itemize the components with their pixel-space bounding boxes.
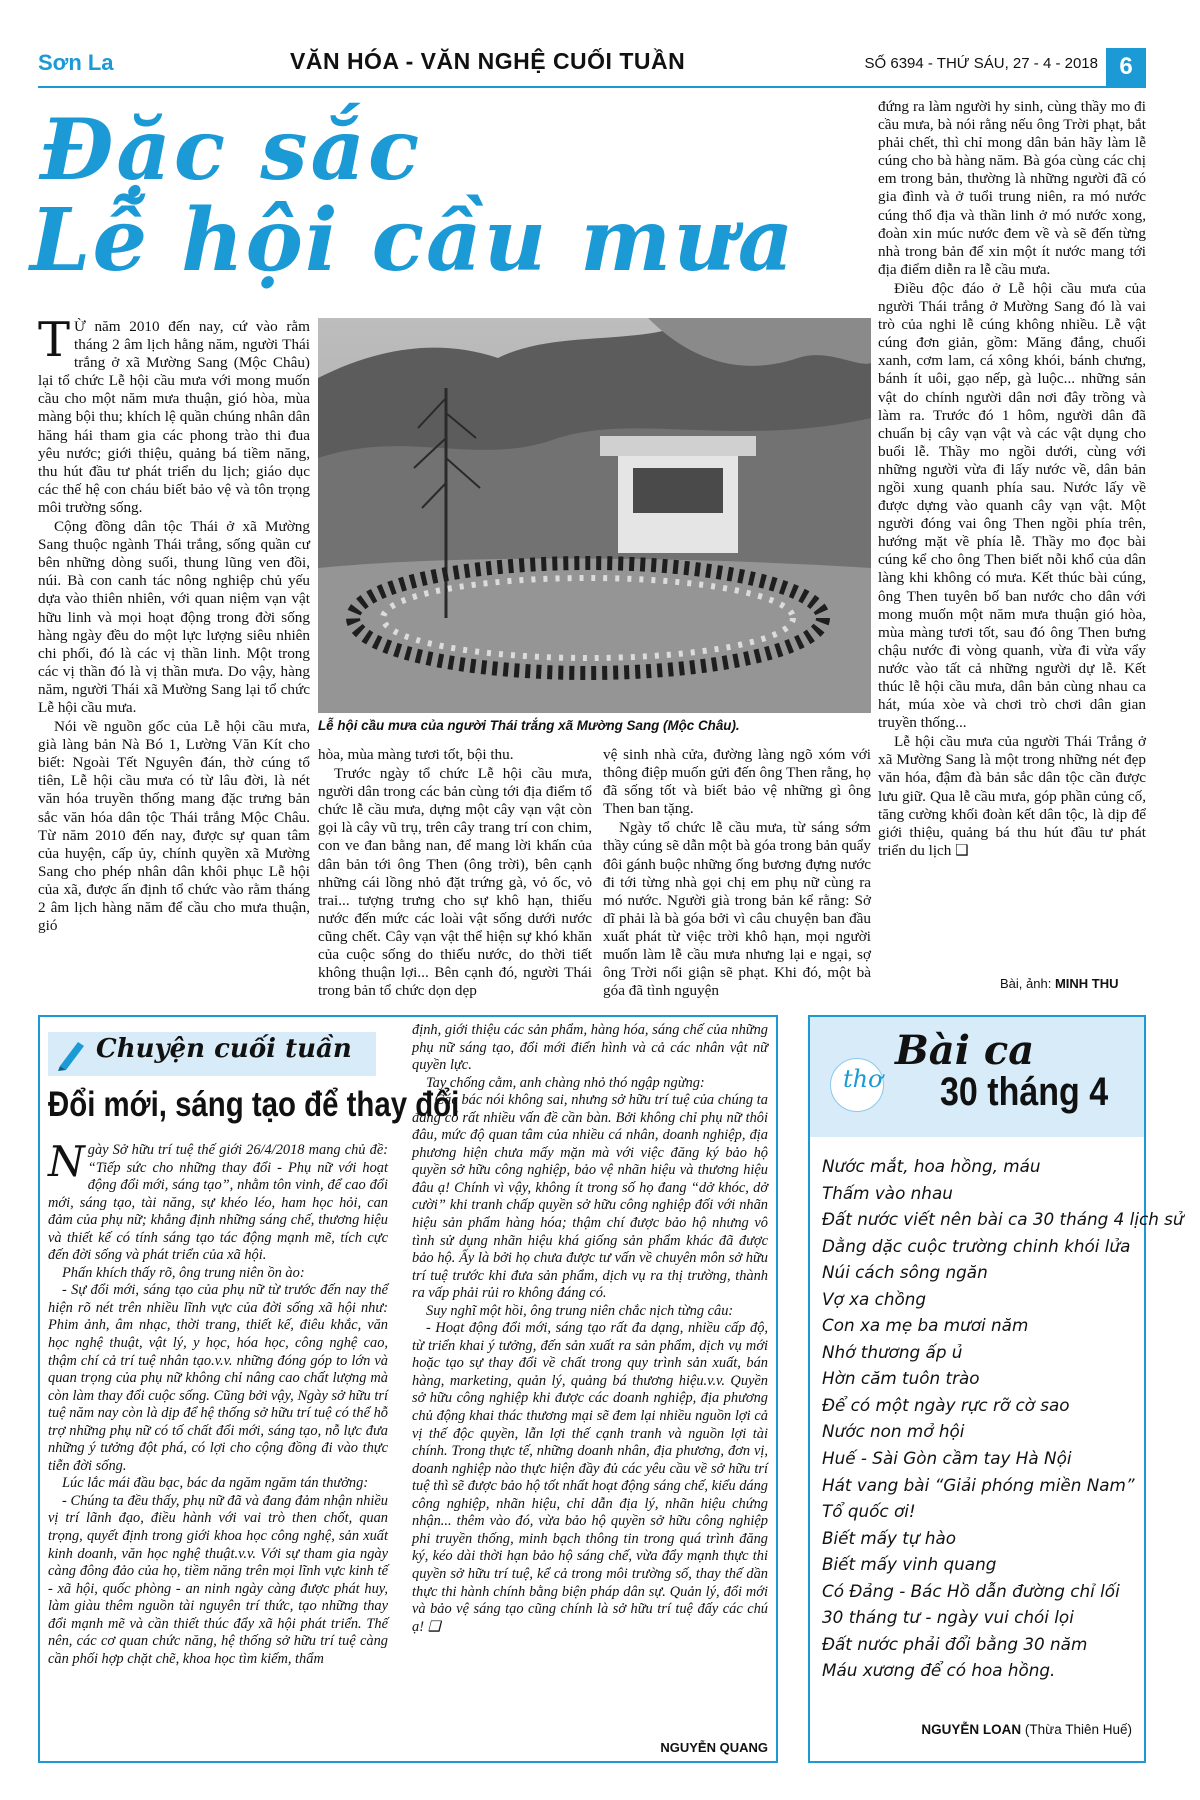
- poem-byline: [900, 1722, 1132, 1737]
- photo-caption: Lễ hội cầu mưa của người Thái trắng xã Mường Sang (Mộc Châu).: [318, 718, 740, 733]
- poem-badge: thơ: [843, 1065, 883, 1093]
- poem-line: Núi cách sông ngăn: [822, 1262, 988, 1283]
- poem-line: Tổ quốc ơi!: [822, 1501, 916, 1522]
- byline-prefix: Bài, ảnh:: [1000, 976, 1052, 991]
- article-paragraph: Ừ năm 2010 đến nay, cứ vào rằm tháng 2 âm lịch hằng năm, người Thái trắng ở xã Mường Sang (Mộc Châu) lại tổ chức Lễ hội cầu mưa với mong muốn cầu cho một năm mưa thuận, gió hòa, mùa màng bội thu; khích lệ quần chúng nhân dân hăng hái tham gia các phong trào thi đua yêu nước; giới thiệu, quảng bá tiềm năng, thu hút đầu tư phát triển du lịch; giáo dục các thế hệ con cháu biết bảo vệ và tôn trọng môi trường sống.: [38, 318, 310, 516]
- story-paragraph: Phấn khích thấy rõ, ông trung niên ồn ào:: [62, 1264, 305, 1281]
- poem-line: Biết mấy tự hào: [822, 1527, 957, 1548]
- page-number: 6: [1106, 48, 1146, 86]
- story-column-1: [48, 1137, 388, 1752]
- article-column-right: [878, 98, 1146, 973]
- poem-line: Biết mấy vinh quang: [822, 1554, 997, 1575]
- poem-line: Đất nước viết nên bài ca 30 tháng 4 lịch sử: [822, 1209, 1184, 1230]
- story-headline: Đổi mới, sáng tạo để thay đổi: [48, 1085, 460, 1124]
- poem-line: Máu xương để có hoa hồng.: [822, 1660, 1056, 1681]
- poem-title-line-1: Bài ca: [895, 1027, 1035, 1074]
- poem-line: Hát vang bài “Giải phóng miền Nam”: [822, 1474, 1135, 1495]
- story-column-2: [412, 1022, 768, 1752]
- poem-title-line-2: 30 tháng 4: [940, 1070, 1109, 1114]
- article-byline: [1000, 976, 1119, 991]
- article-column-c: [603, 746, 871, 1000]
- story-paragraph: định, giới thiệu các sản phẩm, hàng hóa, sáng chế của những phụ nữ sáng tạo, đổi mới điển hình và cả các nhân vật nữ quyền lực.: [412, 1022, 768, 1074]
- article-paragraph: vệ sinh nhà cửa, đường làng ngõ xóm với thông điệp muốn gửi đến ông Then rằng, họ đã sống tốt và biết bảo vệ những gì ông Then ban tặng.: [603, 746, 871, 818]
- poem-line: Nước mắt, hoa hồng, máu: [822, 1156, 1041, 1176]
- poem-line: 30 tháng tư - ngày vui chói lọi: [822, 1607, 1074, 1628]
- poem-text: [822, 1153, 1184, 1684]
- poem-line: Thấm vào nhau: [822, 1182, 953, 1203]
- story-paragraph: Suy nghĩ một hồi, ông trung niên chắc nịch từng câu:: [426, 1302, 734, 1319]
- festival-photo: [318, 318, 871, 713]
- article-title-line-1: Đặc sắc: [40, 100, 423, 199]
- header-rule: [38, 86, 1146, 88]
- poem-line: Để có một ngày rực rỡ cờ sao: [822, 1394, 1070, 1415]
- byline-author: MINH THU: [1054, 976, 1119, 991]
- poem-author-place: (Thừa Thiên Huế): [1024, 1722, 1132, 1737]
- article-paragraph: đứng ra làm người hy sinh, cùng thầy mo đi cầu mưa, bà nói rằng nếu ông Trời phạt, bắt phải chết, thì chỉ mong dân bản hãy làm lễ cúng cho bà hàng năm. Bà góa cùng các chị em trong bản, thường là những người đã có gia đình và ở tuổi trung niên, ra mó nước cúng thổ địa và thần linh ở mó nước xong, đoàn xin múc nước đem về và sẽ đến từng nhà trong bản để xin một ít nước mang tới địa điểm diễn ra lễ cầu mưa.: [878, 98, 1146, 278]
- festival-photo-illustration: [318, 318, 871, 713]
- poem-line: Nước non mở hội: [822, 1421, 965, 1442]
- article-paragraph: Cộng đồng dân tộc Thái ở xã Mường Sang thuộc ngành Thái trắng, sống quần cư bên những dòng suối, thung lũng ven đồi, núi. Bà con canh tác nông nghiệp chủ yếu dựa vào thiên nhiên, với quan niệm vạn vật hữu linh và mọi hoạt động trong đời sống hàng ngày đều do một lực lượng siêu nhiên chi phối, đó là các vị thần linh. Một trong các vị thần đó là vị thần mưa. Do vậy, hàng năm, người Thái xã Mường Sang lại tổ chức Lễ hội cầu mưa.: [38, 518, 310, 716]
- poem-line: Hờn căm tuôn trào: [822, 1368, 980, 1389]
- publication-title: VĂN HÓA - VĂN NGHỆ CUỐI TUẦN: [290, 48, 686, 74]
- story-paragraph: gày Sở hữu trí tuệ thế giới 26/4/2018 mang chủ đề: “Tiếp sức cho những thay đổi - Phụ nữ với hoạt động đổi mới, sáng tạo”, nhằm tôn vinh, để cao đổi mới, sáng tạo, tài năng, sự khéo léo, ham học hỏi, can đảm của phụ nữ; khẳng định những sáng chế, thương hiệu và thiết kế có tính sáng tạo tác động mạnh mẽ, tích cực đến đời sống và phát triển của xã hội.: [48, 1142, 388, 1264]
- story-paragraph: - Chúng ta đều thấy, phụ nữ đã và đang đảm nhận nhiều vị trí lãnh đạo, điều hành với vai trò then chốt, quan trọng, quyết định trong giới khoa học công nghệ, sản xuất kinh doanh, văn học nghệ thuật.v.v. Với sự tham gia ngày càng đông đảo của họ, tiềm năng trên mọi lĩnh vực kinh tế - xã hội, quốc phòng - an ninh ngày càng được phát huy, làm giàu thêm nguồn tài nguyên trí thức, tạo những thay đổi mạnh mẽ và cần thiết thúc đẩy xã hội phát triển. Thế nên, các cơ quan chức năng, hệ thống sở hữu trí tuệ càng cần phối hợp chặt chẽ, khoa học tìm kiếm, thẩm: [48, 1492, 388, 1667]
- poem-line: Con xa mẹ ba mươi năm: [822, 1315, 1029, 1336]
- poem-line: Vợ xa chồng: [822, 1288, 927, 1309]
- article-paragraph: Ngày tổ chức lễ cầu mưa, từ sáng sớm thầy cúng sẽ dẫn một bà góa trong bản quẩy đôi gánh buộc những ống bương đựng nước đi tới từng nhà gọi chị em phụ nữ cùng ra mó nước. Người già trong bản kể rằng: Sở dĩ phải là bà góa bởi vì câu chuyện ban đầu xuất phát từ việc trời khô hạn, mọi người muốn làm lễ cầu mưa nhưng lại e ngại, sợ ông Trời nổi giận sẽ phạt. Khi đó, một bà góa đã tình nguyện: [603, 819, 871, 1000]
- poem-line: Có Đảng - Bác Hồ dẫn đường chỉ lối: [822, 1580, 1120, 1601]
- issue-info: SỐ 6394 - THỨ SÁU, 27 - 4 - 2018: [864, 55, 1098, 72]
- article-paragraph: Điều độc đáo ở Lễ hội cầu mưa của người Thái trắng ở Mường Sang đó là vai trò của nghi lễ cúng không nhiều. Lễ vật cúng đơn giản, gồm: Măng đắng, chuối xanh, cơm lam, cá xông khói, bánh chưng, bánh ít uôi, gạo nếp, gà luộc... những sản vật do chính người dân nơi đây trồng và làm ra. Trước đó 1 hôm, người dân đã chuẩn bị cây vạn vật và các vật dụng cho buổi lễ. Thầy mo ngồi dưới, cùng với những người vừa đi lấy nước về, dân bản ngồi xung quanh phía sau. Nước lấy về được dựng vào quanh cây vạn vật. Một người đóng vai ông Then ngồi phía trên, hướng mặt về phía lễ. Thầy mo đọc bài cúng kể cho ông Then biết nỗi khổ của dân làng khi không có mưa. Kết thúc bài cúng, ông Then tuyên bố ban nước cho dân với mong muốn một năm mưa thuận gió hòa, mùa màng tươi tốt, sau đó ông Then bưng chậu nước đi vòng quanh, vừa đi vừa vẩy nước vào tất cả những người dự lễ. Kết thúc lễ hội cầu mưa, dân bản cùng nhau ca hát, múa xòe và chơi trò chơi dân gian truyền thống...: [878, 279, 1146, 732]
- story-paragraph: - Hoạt động đổi mới, sáng tạo rất đa dạng, nhiều cấp độ, từ triển khai ý tưởng, đến sản xuất ra sản phẩm, dịch vụ mới hoặc tạo sự thay đổi về chất trong quy trình sản xuất, bán hàng, marketing, quản lý, quảng bá thương hiệu.v.v. Quyền sở hữu công nghiệp khi được các doanh nghiệp, địa phương chủ động khai thác thương mại sẽ đem lại nhiều nguồn lợi cả vị thế độc quyền, lẫn lợi thế cạnh tranh và nguồn lợi tài chính. Trong thực tế, những doanh nhân, địa phương, đơn vị, doanh nghiệp nào thực hiện đầy đủ các yêu cầu về sở hữu trí tuệ thì sẽ được bảo hộ tốt nhất hoạt động sáng chế, kiểu dáng công nghiệp, nhãn hiệu, chỉ dẫn địa lý, nhãn hiệu chứng nhận... thêm vào đó, vừa bảo hộ quyền sở hữu công nghiệp phi truyền thống, minh bạch thông tin trong quá trình đăng ký, kéo dài thời hạn bảo hộ sáng chế, vừa đẩy mạnh thực thi quyền sở hữu trí tuệ, kể cả trong môi trường số, thay thế dần thực thi hành chính bằng biện pháp dân sự. Quản lý, đổi mới và bảo vệ sáng tạo cũng chính là sở hữu trí tuệ đấy các chú ạ! ❑: [412, 1320, 768, 1635]
- drop-cap: T: [38, 312, 71, 368]
- poem-author: NGUYỄN LOAN: [921, 1722, 1022, 1737]
- article-column-a: [38, 312, 310, 973]
- drop-cap: N: [48, 1137, 85, 1186]
- story-paragraph: Lúc lắc mái đầu bạc, bác da ngăm ngăm tán thưởng:: [62, 1475, 369, 1492]
- poem-line: Dằng dặc cuộc trường chinh khói lửa: [822, 1235, 1131, 1256]
- pen-icon: [54, 1036, 90, 1077]
- poem-line: Nhớ thương ấp ủ: [822, 1341, 963, 1362]
- article-paragraph: hòa, mùa màng tươi tốt, bội thu.: [318, 746, 514, 763]
- story-paragraph: - Các bác nói không sai, nhưng sở hữu trí tuệ của chúng ta đang có rất nhiều vấn đề cần bàn. Bởi không chỉ phụ nữ thôi đâu, mức độ quan tâm của nhiều cá nhân, doanh nghiệp, địa phương hiện chưa mấy mặn mà với việc đăng ký bảo hộ quyền sở hữu công nghiệp, bảo vệ nhãn hiệu và thương hiệu đâu ạ! Chính vì vậy, không ít trong số họ đang “dở khóc, dở cười” khi tranh chấp quyền sở hữu công nghiệp đối với nhãn hiệu sản phẩm hàng hóa; thậm chí được bảo hộ nhưng vô tình sử dụng nhãn hiệu khá giống sản phẩm khác đã được bảo hộ. Ấy là bởi họ chưa được tư vấn về chuyên môn sở hữu trí tuệ trước khi đưa sản phẩm, dịch vụ ra thị trường, thành ra vấp phải rủi ro không đáng có.: [412, 1092, 768, 1302]
- region-label: Sơn La: [38, 50, 114, 75]
- story-paragraph: Tay chống cằm, anh chàng nhỏ thó ngập ngừng:: [426, 1074, 705, 1091]
- story-paragraph: - Sự đổi mới, sáng tạo của phụ nữ từ trước đến nay thể hiện rõ nét trên nhiều lĩnh vực của đời sống xã hội như: Phim ảnh, âm nhạc, thời trang, thiết kế, điêu khắc, văn học nghệ thuật, vật lý, y học, hóa học, công nghệ cao, thậm chí cả trí tuệ nhân tạo.v.v. những đóng góp to lớn và quan trọng của phụ nữ không chỉ nâng cao chất lượng mà còn làm thay đổi cuộc sống. Cũng bởi vậy, Ngày sở hữu trí tuệ năm nay còn là dịp để hệ thống sở hữu trí tuệ có thể hỗ trợ những phụ nữ có tố chất đổi mới, sáng tạo, nỗ lực đưa những ý tưởng đột phá, có lợi cho cộng đồng đi vào thực tiễn đời sống.: [48, 1282, 388, 1474]
- poem-line: Huế - Sài Gòn cầm tay Hà Nội: [822, 1448, 1072, 1469]
- article-paragraph: Nói về nguồn gốc của Lễ hội cầu mưa, già làng bản Nà Bó 1, Lường Văn Kít cho biết: Ngoài Tết Nguyên đán, thờ cúng tổ tiên, Lễ hội cầu mưa có từ lâu đời, là nét văn hóa truyền thống mang đặc trưng bản sắc văn hóa dân tộc Thái trắng Mộc Châu. Từ năm 2010 đến nay, được sự quan tâm của huyện, cấp ủy, chính quyền xã Mường Sang cho phép nhân dân khôi phục Lễ hội của xã, được ấn định tổ chức vào rằm tháng 2 âm lịch hàng năm để cầu cho mưa thuận, gió: [38, 718, 310, 935]
- article-paragraph: Lễ hội cầu mưa của người Thái Trắng ở xã Mường Sang là một trong những nét đẹp văn hóa, đậm đà bản sắc dân tộc cần được lưu giữ. Qua lễ cầu mưa, góp phần củng cố, tăng cường khối đoàn kết dân tộc, là dịp để giới thiệu, quảng bá thu hút đầu tư phát triển du lịch ❑: [878, 733, 1146, 859]
- article-title-line-2: Lễ hội cầu mưa: [30, 190, 796, 291]
- story-tag: Chuyện cuối tuần: [96, 1034, 352, 1064]
- article-paragraph: Trước ngày tổ chức Lễ hội cầu mưa, người dân trong các bản cùng tới địa điểm tổ chức lễ cầu mưa, dựng một cây vạn vật còn gọi là cây vũ trụ, trên cây trang trí con chim, con ve đan bằng nan, để mang lời khấn của dân bản tới ông Then (ông trời), bên cạnh những cái lồng nhỏ đặt trứng gà, vỏ ốc, vỏ trai... tượng trưng cho sự khô hạn, thiếu nước đến mức các loài vật sống dưới nước cũng chết. Cây vạn vật thể hiện sự khó khăn của cuộc sống do thiếu nước, do thời tiết không thuận lợi... Bên cạnh đó, người Thái trong bản tổ chức dọn dẹp: [318, 765, 592, 1000]
- poem-line: Đất nước phải đổi bằng 30 năm: [822, 1633, 1088, 1654]
- article-column-b: [318, 746, 592, 1000]
- story-byline: NGUYỄN QUANG: [600, 1740, 768, 1755]
